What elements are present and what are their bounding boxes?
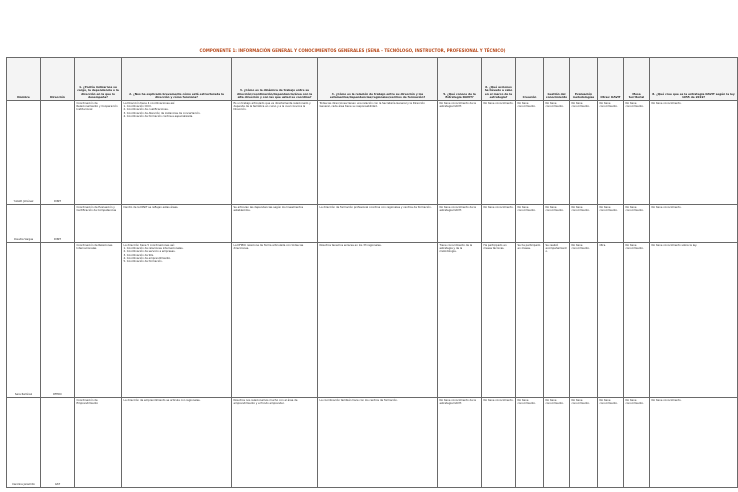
cell-direccion: DINIT (41, 205, 75, 243)
cell-q2-item: 3. Coordinación de Atención de instancias de concertación. (123, 111, 201, 115)
cell-q5: No tiene conocimiento de la estrategia DAVIT. (438, 398, 482, 488)
cell-q8: No tiene conocimiento. (650, 101, 738, 205)
cell-q2-intro: La Dirección tiene 4 coordinaciones así: (123, 102, 176, 105)
cell-q6: No tiene conocimiento. (482, 398, 516, 488)
cell-q4: La dirección de formación profesional coordina con regionales y centros de formación. (318, 205, 438, 243)
cell-q2-item: 1. Coordinación CCCI. (123, 105, 152, 109)
cell-direccion: GST (41, 398, 75, 488)
cell-q3: Se articulan las dependencias según los lineamientos establecidos. (232, 205, 318, 243)
cell-q5: Tiene conocimiento de la estrategia y de la metodología. (438, 243, 482, 398)
cell-q4: Todas las direcciones tienen una relación con la Secretaría General y la Dirección General, cada área tiene su responsabilidad. (318, 101, 438, 205)
cell-nombre: Claudia Vargas (7, 205, 41, 243)
cell-q2-item: 5. Coordinación de formación. (123, 260, 163, 264)
cell-q7c: No tiene conocimiento. (570, 398, 598, 488)
cell-nombre: Sara Ramírez (7, 243, 41, 398)
table-row (7, 243, 738, 398)
cell-q7b: No tiene conocimiento. (544, 205, 570, 243)
header-q7b: Gestión del conocimiento (544, 58, 570, 101)
header-q7c: Evaluación metodologías (570, 58, 598, 101)
header-q2: 2. ¿Nos ha explicado brevemente cómo está estructurada la dirección y cómo funciona? (122, 58, 232, 101)
cell-q1: Coordinación de Evaluación y Certificación de Competencias (75, 205, 122, 243)
header-q7a: Creación (516, 58, 544, 101)
cell-q4: La coordinación también hace con los centros de formación. (318, 398, 438, 488)
document-title: COMPONENTE 1: INFORMACIÓN GENERAL Y CONOCIMIENTOS GENERALES (SENA – TECNÓLOGO, INSTRUCTOR, PROFESIONAL Y TÉCNICO) (199, 48, 506, 53)
cell-q2 (122, 101, 232, 205)
table-row (7, 101, 738, 205)
interview-table (6, 57, 738, 488)
cell-q3: Nosotros nos relacionamos mucho con el área de emprendimiento y el fondo emprender. (232, 398, 318, 488)
cell-q3: La DFPDC relaciona de forma articulada con todas las direcciones. (232, 243, 318, 398)
cell-q5: No tiene conocimiento de la estrategia DAVIT. (438, 205, 482, 243)
cell-q8: No tiene conocimiento. (650, 398, 738, 488)
cell-q7e: No tiene conocimiento. (624, 243, 650, 398)
table-row (7, 205, 738, 243)
cell-q8: No tiene conocimiento. (650, 205, 738, 243)
table-row (7, 398, 738, 488)
cell-q7c: No tiene conocimiento. (570, 205, 598, 243)
cell-q2-item: 3. Coordinación de SIG. (123, 253, 154, 257)
cell-q7e: No tiene conocimiento. (624, 205, 650, 243)
cell-q1: Coordinación de Relacionamiento y Cooperación Institucional (75, 101, 122, 205)
cell-q7d: Otra. (598, 243, 624, 398)
cell-q7e: No tiene conocimiento. (624, 101, 650, 205)
cell-q7a: No tiene conocimiento. (516, 101, 544, 205)
cell-q7b: Se realizó acompañamiento. (544, 243, 570, 398)
cell-q2 (122, 243, 232, 398)
header-q5: 5. ¿Qué conoce de la Estrategia DAVIT? (438, 58, 482, 101)
cell-q7b: No tiene conocimiento. (544, 101, 570, 205)
cell-q2-item: 4. Coordinación de emprendimiento. (123, 256, 171, 260)
cell-nombre: Yuliath Jiménez (7, 101, 41, 205)
cell-q6: No tiene conocimiento. (482, 101, 516, 205)
header-q6: 6. ¿Qué acciones ha llevado a cabo en el marco de la estrategia? (482, 58, 516, 101)
cell-q2: La dirección de emprendimiento se articula con regionales. (122, 398, 232, 488)
cell-q7d: No tiene conocimiento. (598, 101, 624, 205)
cell-direccion: DFPDC (41, 243, 75, 398)
header-nombre: Nombre (7, 58, 41, 101)
header-q7e: Mesa territorial (624, 58, 650, 101)
cell-q2-item: 2. Coordinación de cualificaciones. (123, 108, 169, 112)
header-q8: 8. ¿Qué cree que es la estrategia DAVIT según la ley 1955 de 2019? (650, 58, 738, 101)
cell-q2-intro: La dirección tiene 5 coordinaciones así: (123, 244, 175, 247)
cell-q1: Coordinación de Relaciones Internacionales (75, 243, 122, 398)
cell-nombre: Carolina Jaramillo (7, 398, 41, 488)
cell-q6: No tiene conocimiento. (482, 205, 516, 243)
header-q4: 4. ¿Cómo es la relación de trabajo entre su dirección y los estamentos/dependencias/regionales/centros de formación? (318, 58, 438, 101)
cell-q1: Coordinación de Emprendimiento (75, 398, 122, 488)
cell-q7a: Se ha participado en mesas. (516, 243, 544, 398)
cell-q7a: No tiene conocimiento. (516, 398, 544, 488)
header-q1: 1. ¿Podría indicarnos su cargo, la dependencia o la dirección en la que lo desempeña? (75, 58, 122, 101)
cell-q7b: No tiene conocimiento. (544, 398, 570, 488)
cell-q7c: No tiene conocimiento. (570, 243, 598, 398)
cell-direccion: DINIT (41, 101, 75, 205)
cell-q2-item: 2. Coordinación de servicio a empresas. (123, 250, 176, 254)
cell-q7d: No tiene conocimiento. (598, 398, 624, 488)
cell-q7c: No tiene conocimiento. (570, 101, 598, 205)
cell-q5: No tiene conocimiento de la estrategia DAVIT. (438, 101, 482, 205)
cell-q7e: No tiene conocimiento. (624, 398, 650, 488)
cell-q6: Ha participado en mesas técnicas. (482, 243, 516, 398)
header-direccion: Dirección (41, 58, 75, 101)
cell-q7d: No tiene conocimiento. (598, 205, 624, 243)
cell-q8: No tiene conocimiento sobre la ley. (650, 243, 738, 398)
cell-q2-item: 4. Coordinación de formación continua especializada. (123, 114, 193, 118)
header-q7d: Otras: DAVIT (598, 58, 624, 101)
header-q3: 3. ¿Cómo es la dinámica de trabajo entre su dirección/coordinación/dependencia/área con la alta dirección y con las que usted se coordina? (232, 58, 318, 101)
cell-q4: Nosotros tenemos enlaces en los 33 regionales. (318, 243, 438, 398)
cell-q7a: No tiene conocimiento. (516, 205, 544, 243)
cell-q3: Es un trabajo articulado que va directamente relacionado y depende de la temática en curso y a la cual convoca la Dirección. (232, 101, 318, 205)
cell-q2-item: 1. Coordinación de relaciones internacionales. (123, 247, 184, 251)
header-row (7, 58, 738, 101)
cell-q2: Dentro de la DINIT se reflejan estas áreas. (122, 205, 232, 243)
